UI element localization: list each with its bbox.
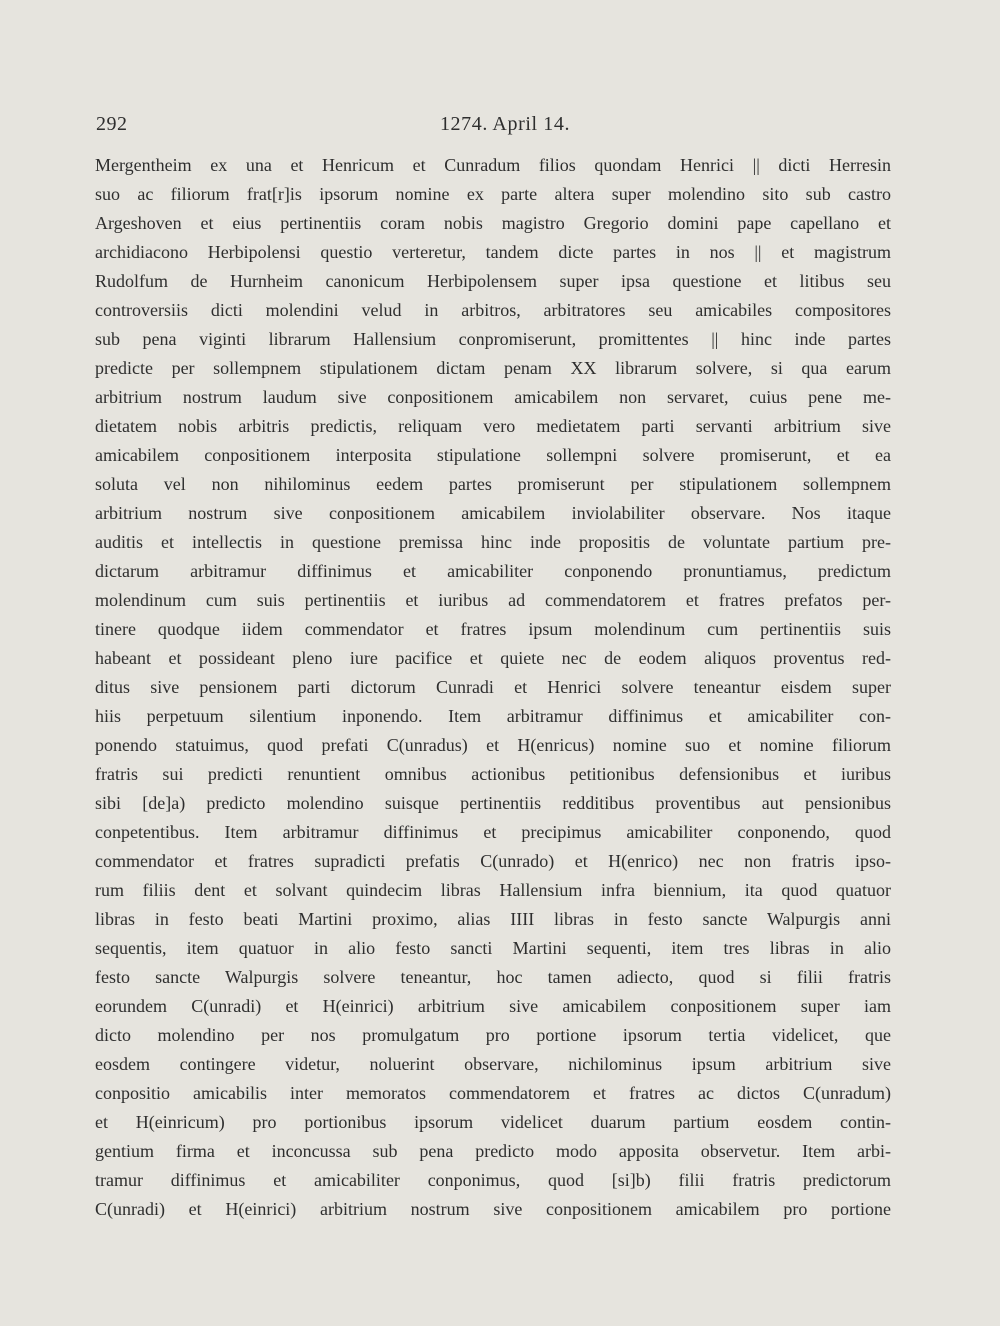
body-text — [95, 151, 891, 1224]
text-line: controversiis dicti molendini velud in arbitros, arbitratores seu amicabiles compositores — [95, 300, 891, 320]
text-line: archidiacono Herbipolensi questio verteretur, tandem dicte partes in nos || et magistrum — [95, 242, 891, 262]
running-head: 1274. April 14. — [439, 113, 571, 135]
text-line: conpositio amicabilis inter memoratos commendatorem et fratres ac dictos C(unradum) — [95, 1083, 891, 1103]
text-line: habeant et possideant pleno iure pacifice et quiete nec de eodem aliquos proventus red- — [95, 648, 891, 668]
text-line: festo sancte Walpurgis solvere teneantur, hoc tamen adiecto, quod si filii fratris — [95, 967, 891, 987]
page-number: 292 — [96, 113, 128, 135]
text-line: hiis perpetuum silentium inponendo. Item arbitramur diffinimus et amicabiliter con- — [95, 706, 891, 726]
text-line: C(unradi) et H(einrici) arbitrium nostrum sive conpositionem amicabilem pro portione — [95, 1199, 891, 1219]
text-line: tinere quodque iidem commendator et fratres ipsum molendinum cum pertinentiis suis — [95, 619, 891, 639]
text-line: arbitrium nostrum sive conpositionem amicabilem inviolabiliter observare. Nos itaque — [95, 503, 891, 523]
text-line: eorundem C(unradi) et H(einrici) arbitrium sive amicabilem conpositionem super iam — [95, 996, 891, 1016]
text-line: dietatem nobis arbitris predictis, reliquam vero medietatem parti servanti arbitrium sive — [95, 416, 891, 436]
text-line: auditis et intellectis in questione premissa hinc inde propositis de voluntate partium pre- — [95, 532, 891, 552]
text-line: dictarum arbitramur diffinimus et amicabiliter conponendo pronuntiamus, predictum — [95, 561, 891, 581]
text-line: sibi [de]a) predicto molendino suisque pertinentiis redditibus proventibus aut pensionibus — [95, 793, 891, 813]
text-line: rum filiis dent et solvant quindecim libras Hallensium infra biennium, ita quod quatuor — [95, 880, 891, 900]
text-line: commendator et fratres supradicti prefatis C(unrado) et H(enrico) nec non fratris ipso- — [95, 851, 891, 871]
text-line: Mergentheim ex una et Henricum et Cunradum filios quondam Henrici || dicti Herresin — [95, 155, 891, 175]
text-line: ditus sive pensionem parti dictorum Cunradi et Henrici solvere teneantur eisdem super — [95, 677, 891, 697]
text-line: Rudolfum de Hurnheim canonicum Herbipolensem super ipsa questione et litibus seu — [95, 271, 891, 291]
text-line: dicto molendino per nos promulgatum pro portione ipsorum tertia videlicet, que — [95, 1025, 891, 1045]
text-line: sequentis, item quatuor in alio festo sancti Martini sequenti, item tres libras in alio — [95, 938, 891, 958]
text-line: amicabilem conpositionem interposita stipulatione sollempni solvere promiserunt, et ea — [95, 445, 891, 465]
text-line: arbitrium nostrum laudum sive conpositionem amicabilem non servaret, cuius pene me- — [95, 387, 891, 407]
text-line: conpetentibus. Item arbitramur diffinimus et precipimus amicabiliter conponendo, quod — [95, 822, 891, 842]
text-line: predicte per sollempnem stipulationem dictam penam XX librarum solvere, si qua earum — [95, 358, 891, 378]
text-line: Argeshoven et eius pertinentiis coram nobis magistro Gregorio domini pape capellano et — [95, 213, 891, 233]
text-line: gentium firma et inconcussa sub pena predicto modo apposita observetur. Item arbi- — [95, 1141, 891, 1161]
text-line: ponendo statuimus, quod prefati C(unradus) et H(enricus) nomine suo et nomine filiorum — [95, 735, 891, 755]
text-line: et H(einricum) pro portionibus ipsorum videlicet duarum partium eosdem contin- — [95, 1112, 891, 1132]
text-line: libras in festo beati Martini proximo, alias IIII libras in festo sancte Walpurgis anni — [95, 909, 891, 929]
text-line: molendinum cum suis pertinentiis et iuribus ad commendatorem et fratres prefatos per- — [95, 590, 891, 610]
text-line: sub pena viginti librarum Hallensium conpromiserunt, promittentes || hinc inde partes — [95, 329, 891, 349]
text-line: tramur diffinimus et amicabiliter conponimus, quod [si]b) filii fratris predictorum — [95, 1170, 891, 1190]
text-line: soluta vel non nihilominus eedem partes promiserunt per stipulationem sollempnem — [95, 474, 891, 494]
text-line: eosdem contingere videtur, noluerint observare, nichilominus ipsum arbitrium sive — [95, 1054, 891, 1074]
text-line: suo ac filiorum frat[r]is ipsorum nomine ex parte altera super molendino sito sub castro — [95, 184, 891, 204]
text-line: fratris sui predicti renuntient omnibus actionibus petitionibus defensionibus et iuribus — [95, 764, 891, 784]
